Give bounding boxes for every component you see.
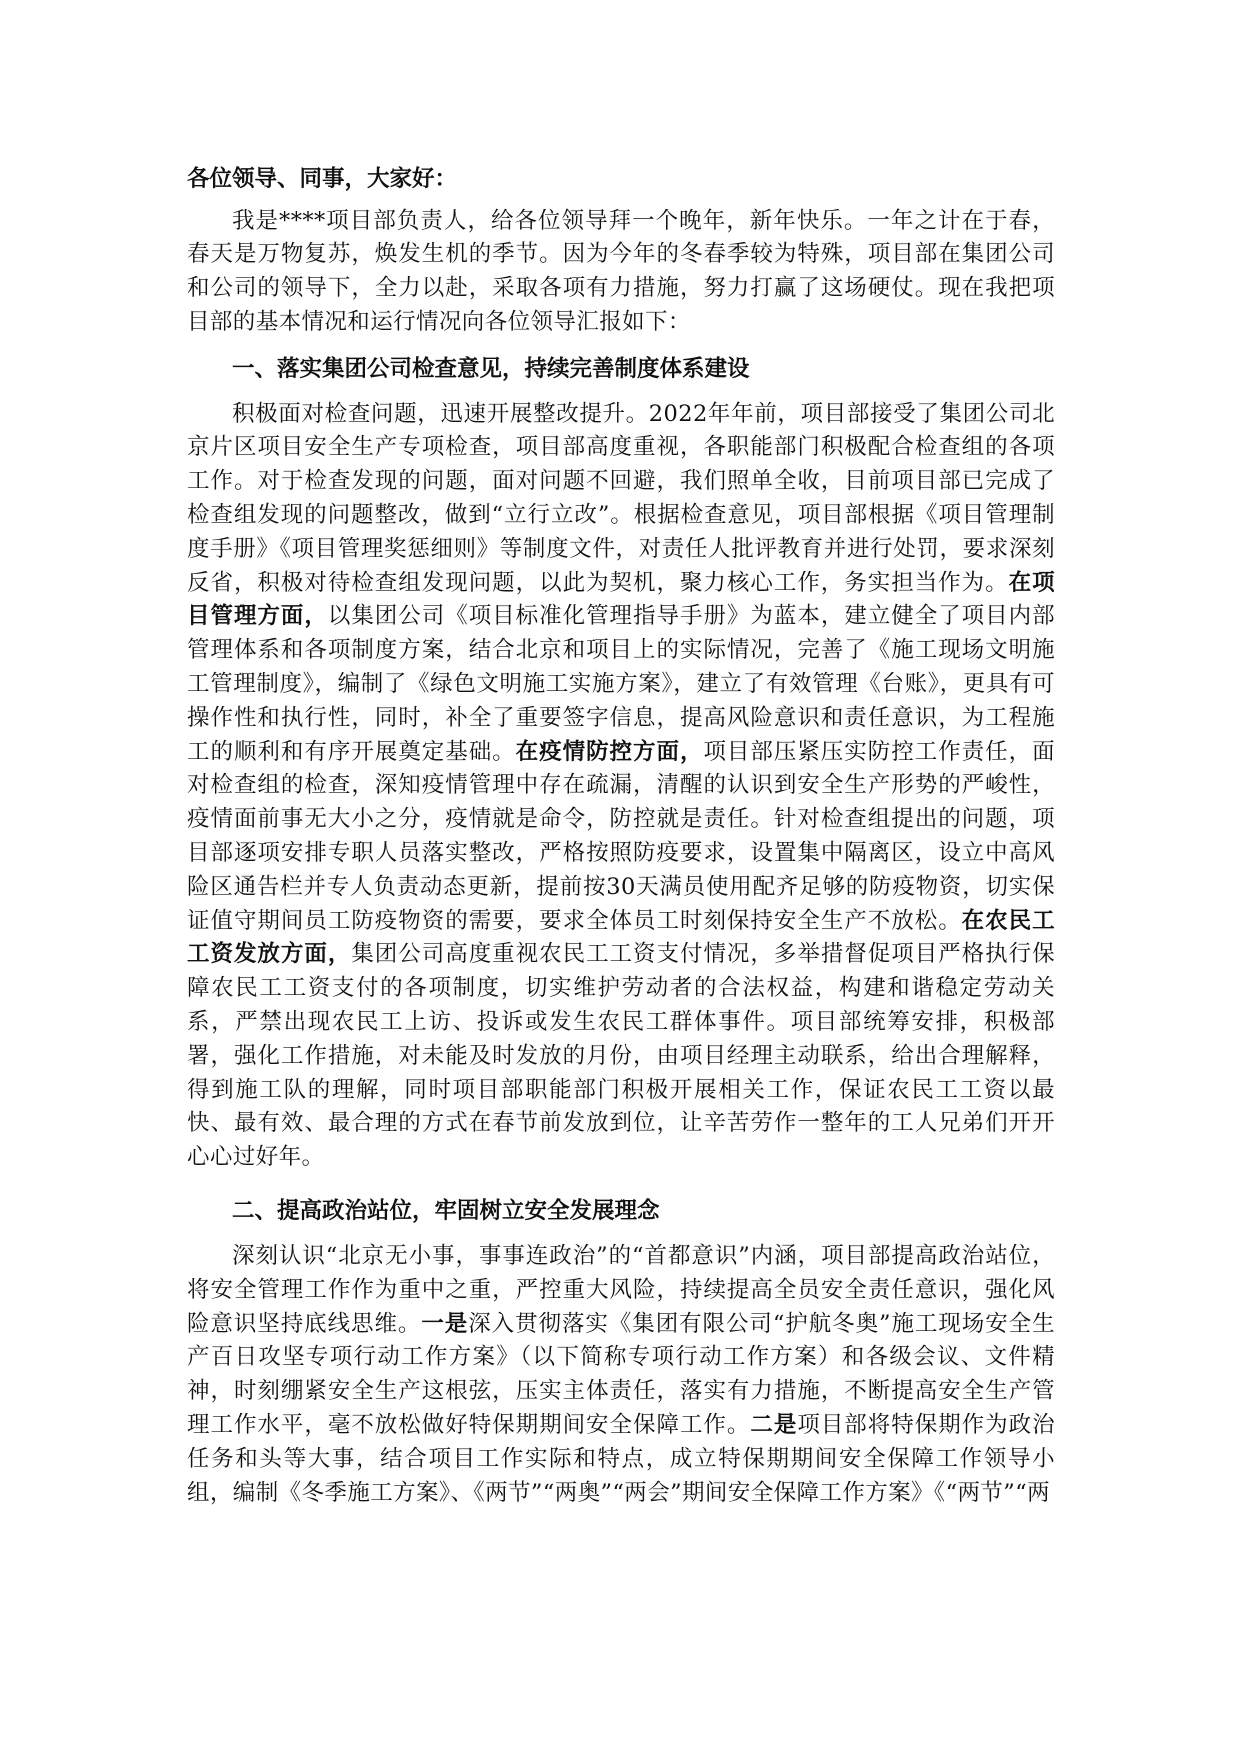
section-1-bold-wage-payment: 在农民工工资发放方面， bbox=[187, 907, 1055, 968]
section-2-bold-second: 二是 bbox=[750, 1412, 798, 1438]
greeting: 各位领导、同事，大家好： bbox=[187, 166, 458, 192]
section-1-text-c: 项目部压紧压实防控工作责任，面对检查组的检查，深知疫情管理中存在疏漏，清醒的认识到安全生产形势的严峻性，疫情面前事无大小之分，疫情就是命令，防控就是责任。针对检查组提出的问题，项目部逐项安排专职人员落实整改，严格按照防疫要求，设置集中隔离区，设立中高风险区通告栏并专人负责动态更新，提前按30天满员使用配齐足够的防疫物资，切实保证值守期间员工防疫物资的需要，要求全体员工时刻保持安全生产不放松。 bbox=[187, 738, 1055, 934]
section-2-text-b: 深入贯彻落实《集团有限公司“护航冬奥”施工现场安全生产百日攻坚专项行动工作方案》（以下简称专项行动工作方案）和各级会议、文件精神，时刻绷紧安全生产这根弦，压实主体责任，落实有力措施，不断提高安全生产管理工作水平，毫不放松做好特保期期间安全保障工作。 bbox=[187, 1310, 1055, 1438]
section-1-paragraph bbox=[187, 398, 1055, 1175]
section-2-text-a: 深刻认识“北京无小事，事事连政治”的“首都意识”内涵，项目部提高政治站位，将安全管理工作作为重中之重，严控重大风险，持续提高全员安全责任意识，强化风险意识坚持底线思维。 bbox=[187, 1243, 1055, 1337]
section-1-bold-project-management: 在项目管理方面， bbox=[187, 569, 1055, 630]
section-1-text-d: 集团公司高度重视农民工工资支付情况，多举措督促项目严格执行保障农民工工资支付的各项制度，切实维护劳动者的合法权益，构建和谐稳定劳动关系，严禁出现农民工上访、投诉或发生农民工群体事件。项目部统筹安排，积极部署，强化工作措施，对未能及时发放的月份，由项目经理主动联系，给出合理解释，得到施工队的理解，同时项目部职能部门积极开展相关工作，保证农民工工资以最快、最有效、最合理的方式在春节前发放到位，让辛苦劳作一整年的工人兄弟们开开心心过好年。 bbox=[187, 941, 1055, 1171]
section-2-paragraph bbox=[187, 1240, 1055, 1510]
section-2-bold-first: 一是 bbox=[421, 1310, 469, 1337]
intro-paragraph: 我是****项目部负责人，给各位领导拜一个晚年，新年快乐。一年之计在于春，春天是万物复苏，焕发生机的季节。因为今年的冬春季较为特殊，项目部在集团公司和公司的领导下，全力以赴，采取各项有力措施，努力打赢了这场硬仗。现在我把项目部的基本情况和运行情况向各位领导汇报如下： bbox=[187, 207, 1055, 335]
section-2-heading: 二、提高政治站位，牢固树立安全发展理念 bbox=[232, 1198, 660, 1225]
section-1-bold-epidemic-control: 在疫情防控方面， bbox=[515, 738, 704, 765]
section-2-text-c: 项目部将特保期作为政治任务和头等大事，结合项目工作实际和特点，成立特保期期间安全保障工作领导小组，编制《冬季施工方案》、《两节”“两奥”“两会”期间安全保障工作方案》《“两节”“两 bbox=[187, 1412, 1055, 1506]
section-1-heading: 一、落实集团公司检查意见，持续完善制度体系建设 bbox=[232, 355, 750, 382]
section-1-text-a: 积极面对检查问题，迅速开展整改提升。2022年年前，项目部接受了集团公司北京片区项目安全生产专项检查，项目部高度重视，各职能部门积极配合检查组的各项工作。对于检查发现的问题，面对问题不回避，我们照单全收，目前项目部已完成了检查组发现的问题整改，做到“立行立改”。根据检查意见，项目部根据《项目管理制度手册》《项目管理奖惩细则》等制度文件，对责任人批评教育并进行处罚，要求深刻反省，积极对待检查组发现问题，以此为契机，聚力核心工作，务实担当作为。 bbox=[187, 400, 1055, 596]
section-1-text-b: 以集团公司《项目标准化管理指导手册》为蓝本，建立健全了项目内部管理体系和各项制度方案，结合北京和项目上的实际情况，完善了《施工现场文明施工管理制度》，编制了《绿色文明施工实施方案》，建立了有效管理《台账》，更具有可操作性和执行性，同时，补全了重要签字信息，提高风险意识和责任意识，为工程施工的顺利和有序开展奠定基础。 bbox=[187, 603, 1056, 765]
